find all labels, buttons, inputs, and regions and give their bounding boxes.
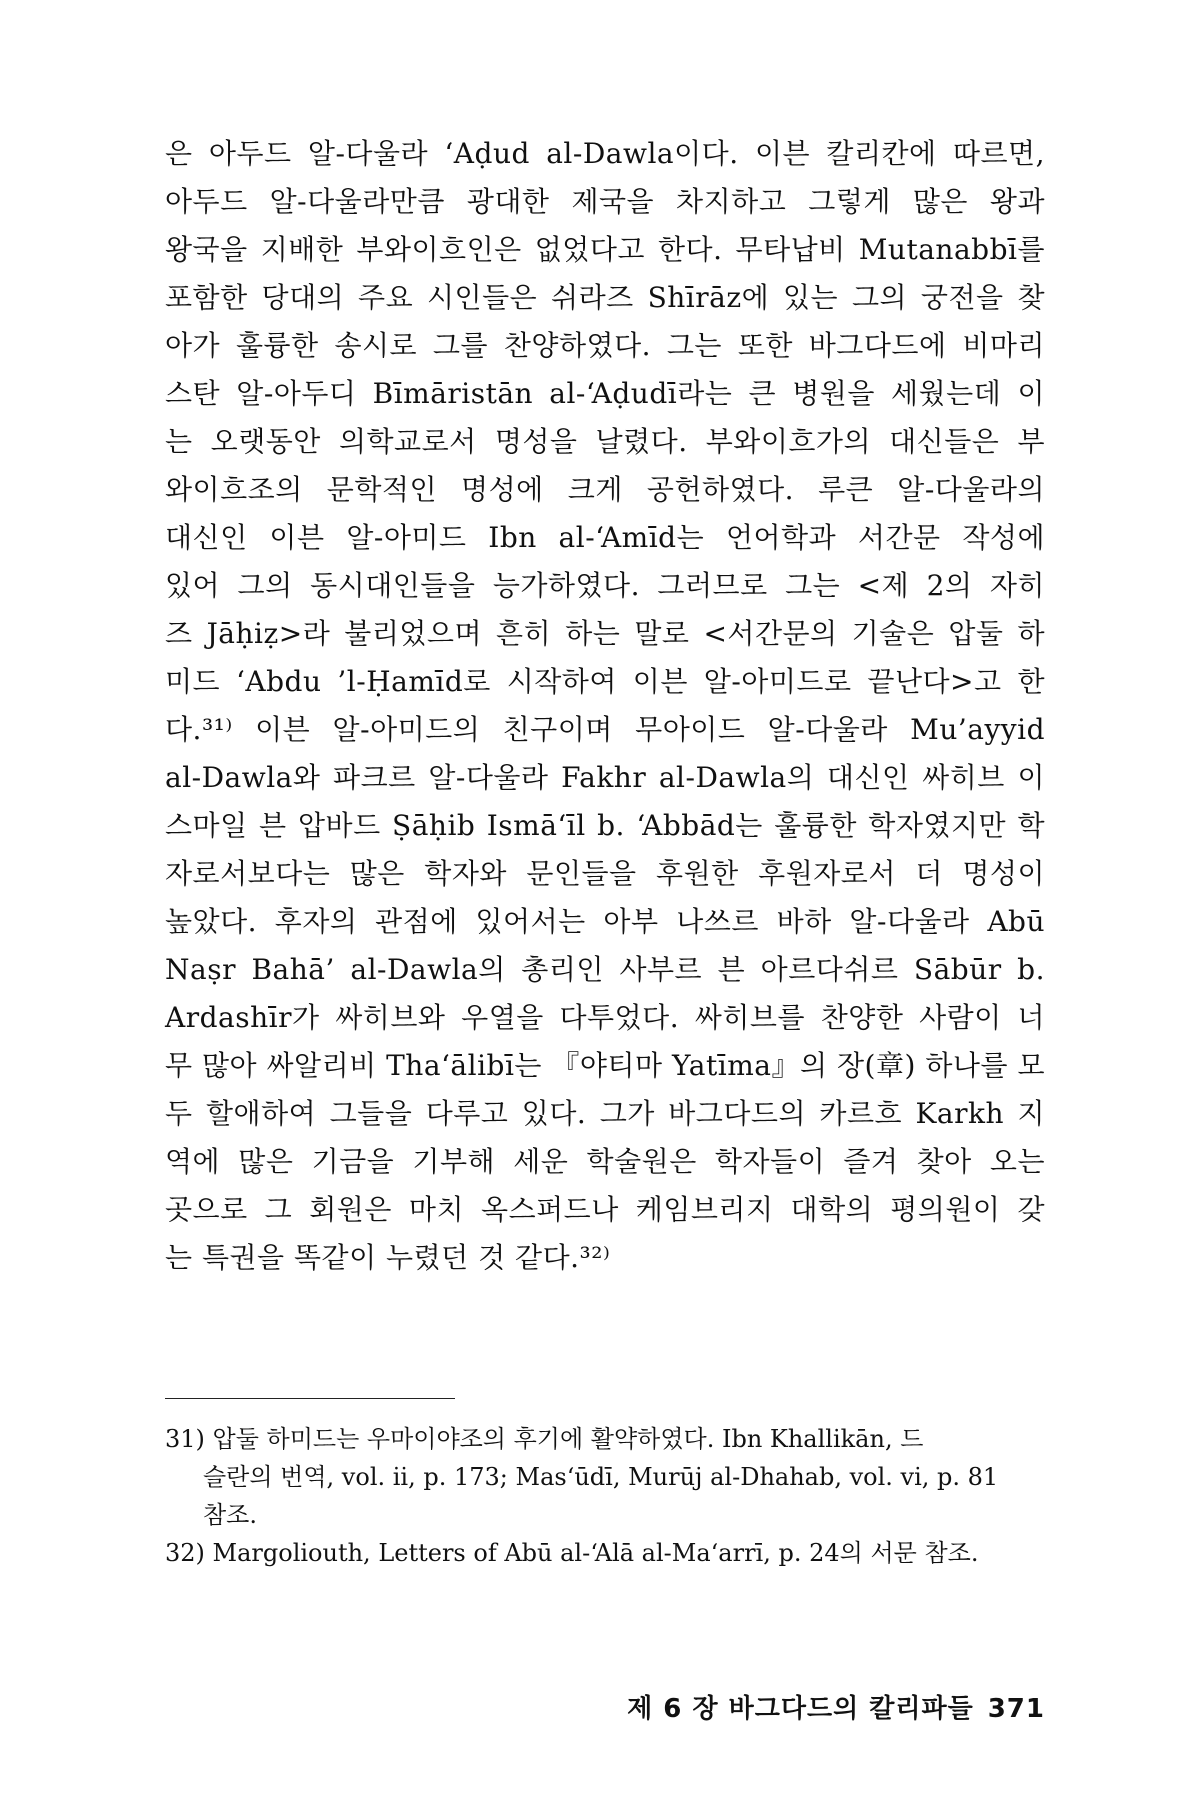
footnote-line: 참조. — [203, 1501, 257, 1529]
body-line: 있어 그의 동시대인들을 능가하였다. 그러므로 그는 <제 2의 자히 — [165, 569, 1045, 602]
body-line: 다.³¹⁾ 이븐 알-아미드의 친구이며 무아이드 알-다울라 Mu’ayyid — [165, 713, 1045, 746]
body-line: 포함한 당대의 주요 시인들은 쉬라즈 Shīrāz에 있는 그의 궁전을 찾 — [165, 281, 1045, 314]
footnote-31 — [165, 1420, 1045, 1534]
body-line: 아두드 알-다울라만큼 광대한 제국을 차지하고 그렇게 많은 왕과 — [165, 185, 1045, 218]
body-line: al-Dawla와 파크르 알-다울라 Fakhr al-Dawla의 대신인 싸히브 이 — [165, 761, 1045, 794]
body-line: 아가 훌륭한 송시로 그를 찬양하였다. 그는 또한 바그다드에 비마리 — [165, 329, 1045, 362]
footnote-line: 31) 압둘 하미드는 우마이야조의 후기에 활약하였다. Ibn Khallikān, 드 — [165, 1425, 924, 1453]
body-line: 두 할애하여 그들을 다루고 있다. 그가 바그다드의 카르흐 Karkh 지 — [165, 1097, 1045, 1130]
page-number: 371 — [987, 1694, 1045, 1724]
footnotes — [165, 1420, 1045, 1572]
body-line: 스탄 알-아두디 Bīmāristān al-‘Aḍudī라는 큰 병원을 세웠는데 이 — [165, 377, 1045, 410]
body-line: 대신인 이븐 알-아미드 Ibn al-‘Amīd는 언어학과 서간문 작성에 — [165, 521, 1045, 554]
footnote-32 — [165, 1534, 1045, 1572]
footnote-line: 32) Margoliouth, Letters of Abū al-‘Alā al-Ma‘arrī, p. 24의 서문 참조. — [165, 1539, 979, 1567]
footnote-line: 슬란의 번역, vol. ii, p. 173; Mas‘ūdī, Murūj al-Dhahab, vol. vi, p. 81 — [203, 1463, 999, 1491]
body-line: Naṣr Bahā’ al-Dawla의 총리인 사부르 븐 아르다쉬르 Sābūr b. — [165, 953, 1045, 986]
body-line: 자로서보다는 많은 학자와 문인들을 후원한 후원자로서 더 명성이 — [165, 857, 1045, 890]
footnote-divider — [165, 1398, 455, 1399]
body-line: Ardashīr가 싸히브와 우열을 다투었다. 싸히브를 찬양한 사람이 너 — [165, 1001, 1045, 1034]
body-line: 와이흐조의 문학적인 명성에 크게 공헌하였다. 루큰 알-다울라의 — [165, 473, 1045, 506]
body-line: 은 아두드 알-다울라 ‘Aḍud al-Dawla이다. 이븐 칼리칸에 따르면, — [165, 137, 1045, 170]
body-line: 스마일 븐 압바드 Ṣāḥib Ismā‘īl b. ‘Abbād는 훌륭한 학자였지만 학 — [165, 809, 1045, 842]
body-line: 곳으로 그 회원은 마치 옥스퍼드나 케임브리지 대학의 평의원이 갖 — [165, 1193, 1045, 1226]
body-line: 미드 ‘Abdu ’l-Ḥamīd로 시작하여 이븐 알-아미드로 끝난다>고 한 — [165, 665, 1045, 698]
body-line: 높았다. 후자의 관점에 있어서는 아부 나쓰르 바하 알-다울라 Abū — [165, 905, 1045, 938]
body-line: 는 오랫동안 의학교로서 명성을 날렸다. 부와이흐가의 대신들은 부 — [165, 425, 1045, 458]
running-footer — [613, 1688, 1045, 1725]
body-text — [165, 130, 1045, 1282]
chapter-title: 제 6 장 바그다드의 칼리파들 — [627, 1694, 974, 1724]
body-line: 무 많아 싸알리비 Tha‘ālibī는 『야티마 Yatīma』의 장(章) 하나를 모 — [165, 1049, 1045, 1082]
body-line: 즈 Jāḥiẓ>라 불리었으며 흔히 하는 말로 <서간문의 기술은 압둘 하 — [165, 617, 1045, 650]
body-line: 는 특권을 똑같이 누렸던 것 같다.³²⁾ — [165, 1241, 611, 1274]
body-line: 왕국을 지배한 부와이흐인은 없었다고 한다. 무타납비 Mutanabbī를 — [165, 233, 1045, 266]
body-line: 역에 많은 기금을 기부해 세운 학술원은 학자들이 즐겨 찾아 오는 — [165, 1145, 1045, 1178]
